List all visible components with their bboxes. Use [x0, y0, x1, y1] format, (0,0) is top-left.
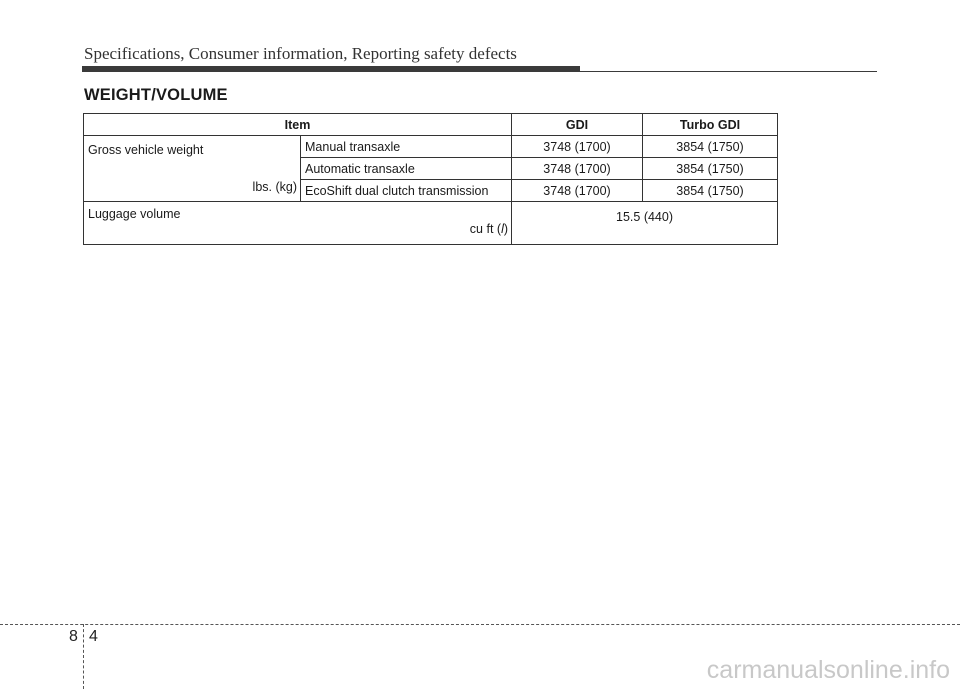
gross-weight-unit: lbs. (kg) [252, 180, 297, 194]
luggage-volume-cell [84, 202, 512, 245]
turbo-gdi-value: 3854 (1750) [643, 158, 778, 180]
transmission-label: Automatic transaxle [301, 158, 512, 180]
gross-weight-cell [84, 136, 301, 202]
unit-liter: l [501, 222, 504, 236]
turbo-gdi-value: 3854 (1750) [643, 136, 778, 158]
luggage-volume-unit [470, 222, 508, 236]
weight-volume-table [83, 113, 778, 245]
footer-dashed-rule [0, 624, 960, 625]
transmission-label: EcoShift dual clutch transmission [301, 180, 512, 202]
page-section-number: 8 [69, 628, 78, 645]
table-row [84, 202, 778, 245]
page-number: 4 [89, 628, 98, 645]
gdi-value: 3748 (1700) [512, 180, 643, 202]
unit-prefix: cu ft ( [469, 222, 502, 236]
gdi-value: 3748 (1700) [512, 158, 643, 180]
table-row [84, 136, 778, 158]
header-rule [82, 66, 580, 72]
gross-weight-label: Gross vehicle weight [88, 143, 204, 157]
gdi-value: 3748 (1700) [512, 136, 643, 158]
transmission-label: Manual transaxle [301, 136, 512, 158]
luggage-volume-label: Luggage volume [88, 207, 181, 221]
footer-dashed-divider [83, 624, 84, 689]
turbo-gdi-value: 3854 (1750) [643, 180, 778, 202]
header-item: Item [84, 114, 512, 136]
luggage-volume-value: 15.5 (440) [512, 202, 778, 245]
header-gdi: GDI [512, 114, 643, 136]
page-header-title: Specifications, Consumer information, Reporting safety defects [84, 44, 517, 63]
header-rule-thin [580, 71, 877, 72]
section-title: WEIGHT/VOLUME [84, 86, 228, 104]
header-turbo-gdi: Turbo GDI [643, 114, 778, 136]
watermark: carmanualsonline.info [706, 656, 950, 684]
unit-suffix: ) [503, 222, 509, 236]
table-header-row [84, 114, 778, 136]
